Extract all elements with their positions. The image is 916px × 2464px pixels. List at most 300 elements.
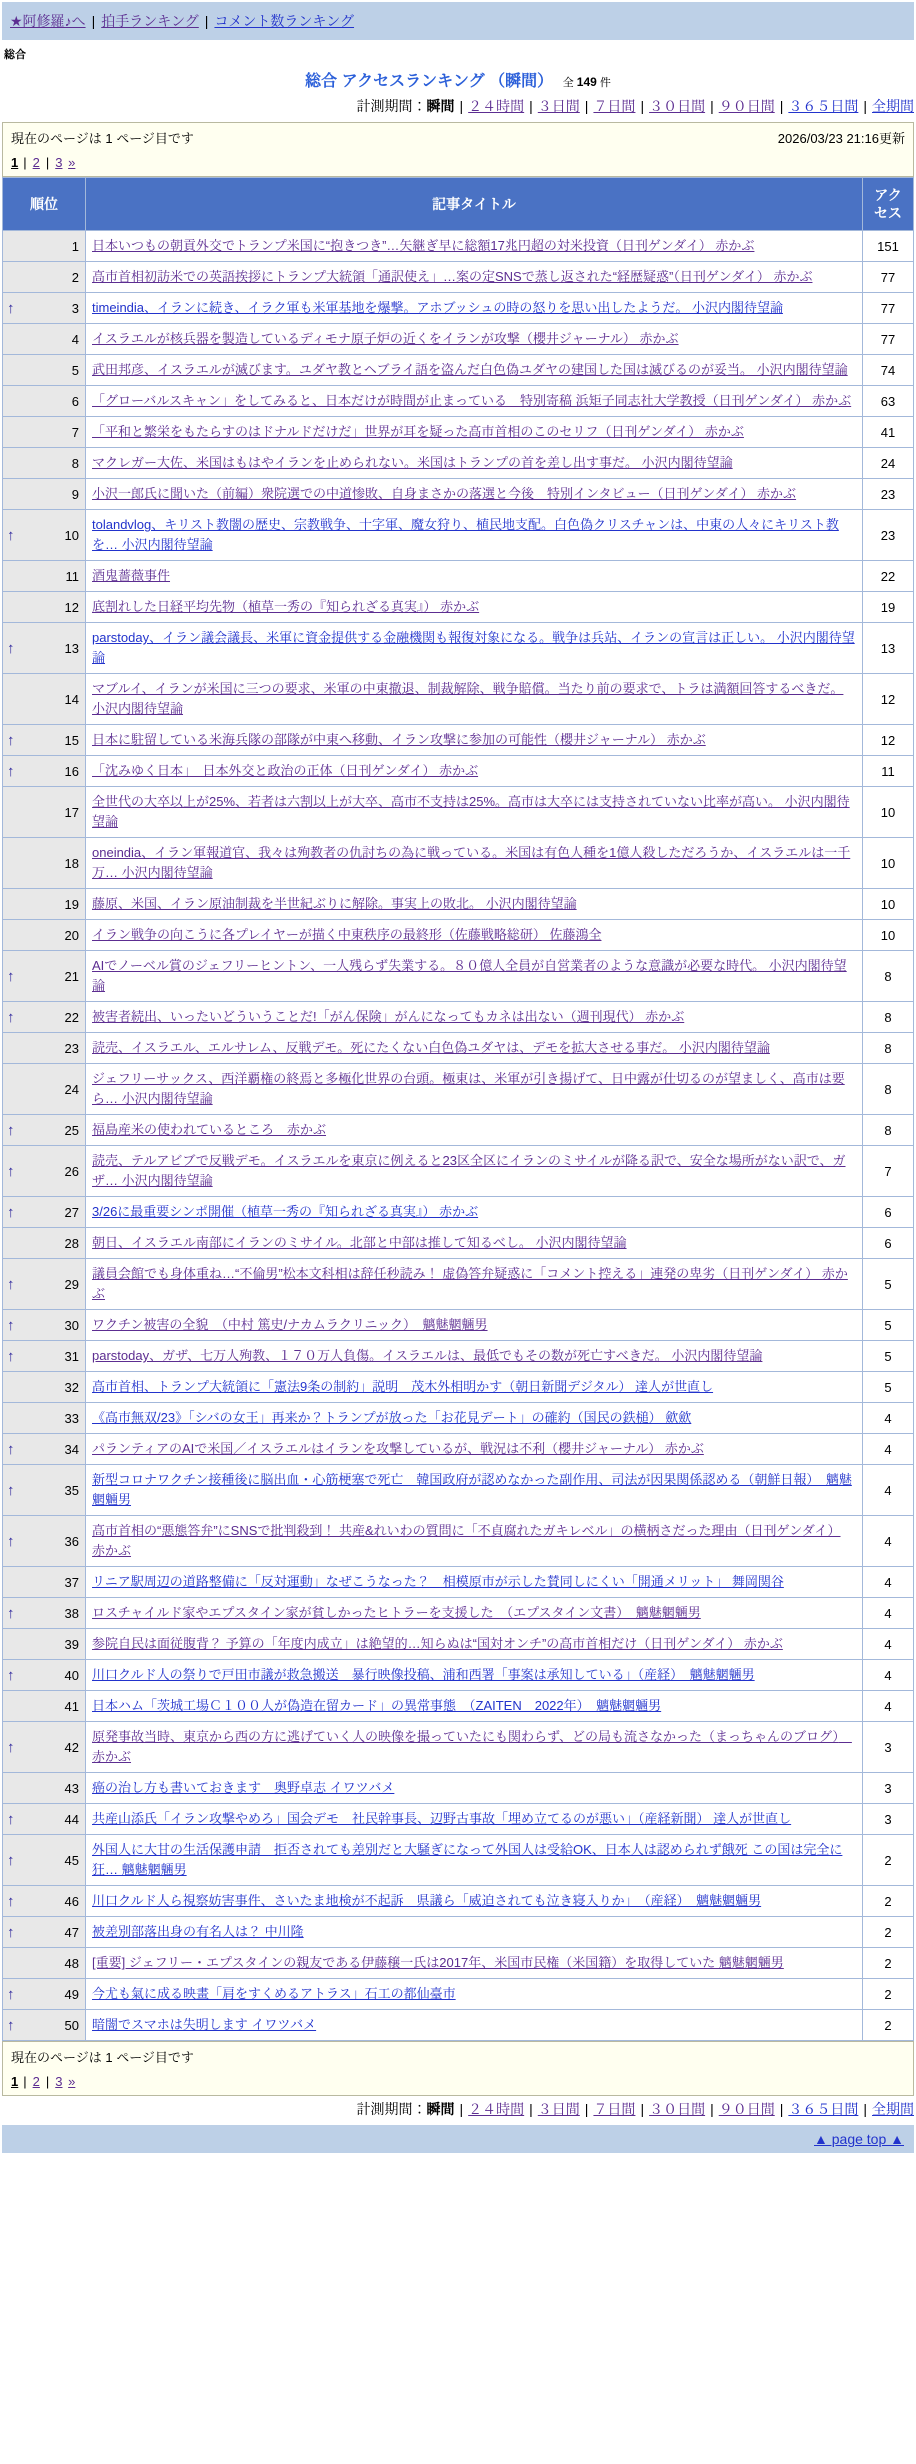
article-title-cell — [86, 920, 863, 951]
article-title-cell — [86, 1228, 863, 1259]
article-link[interactable]: 読売、テルアビブで反戦デモ。イスラエルを東京に例えると23区全区にイランのミサイルが降る訳で、安全な場所がない訳で、ガザ… 小沢内閣待望論 — [92, 1153, 846, 1189]
rank-number: 10 — [64, 527, 79, 543]
rank-number: 49 — [64, 1986, 79, 2002]
rank-cell — [3, 1064, 86, 1115]
table-row — [3, 951, 914, 1002]
access-count: 2 — [863, 1835, 914, 1886]
rank-up-icon: ↑ — [7, 1440, 15, 1458]
access-count: 8 — [863, 951, 914, 1002]
page-link[interactable]: 3 — [55, 155, 63, 170]
article-title-cell — [86, 787, 863, 838]
article-link[interactable]: 全世代の大卒以上が25%、若者は六割以上が大卒、高市不支持は25%。高市は大卒には支持されていない比率が高い。 小沢内閣待望論 — [92, 794, 850, 830]
rank-cell — [3, 1660, 86, 1691]
top-nav-link[interactable]: 拍手ランキング — [101, 13, 199, 29]
period-link[interactable]: ９０日間 — [718, 2101, 775, 2118]
access-count: 74 — [863, 355, 914, 386]
pager-separator: | — [23, 2074, 27, 2090]
article-link[interactable]: 暗闇でスマホは失明します イワツバメ — [92, 2017, 317, 2033]
rank-number: 28 — [64, 1235, 79, 1251]
article-link[interactable]: 高市首相の“悪態答弁”にSNSで批判殺到！ 共産&れいわの質問に「不貞腐れたガキレベル」の横柄さだった理由（日刊ゲンダイ） 赤かぶ — [92, 1523, 841, 1559]
article-title-cell — [86, 1567, 863, 1598]
period-link[interactable]: ３日間 — [537, 98, 580, 114]
rank-cell — [3, 324, 86, 355]
rank-cell — [3, 787, 86, 838]
article-link[interactable]: 福島産米の使われているところ 赤かぶ — [92, 1122, 327, 1138]
period-separator: | — [529, 98, 533, 114]
article-link[interactable]: 今尤も氣に成る映畫「肩をすくめるアトラス」石工の都仙臺市 — [92, 1986, 456, 2002]
page-title-text: 総合 アクセスランキング （瞬間） — [305, 73, 554, 90]
page-info-box-bottom — [2, 2041, 914, 2096]
rank-number: 23 — [64, 1040, 79, 1056]
rank-up-icon: ↑ — [7, 1985, 15, 2003]
table-row — [3, 1197, 914, 1228]
article-link[interactable]: マクレガー大佐、米国はもはやイランを止められない。米国はトランプの首を差し出す事だ。 小沢内閣待望論 — [92, 455, 733, 471]
updated-timestamp: 2026/03/23 21:16更新 — [777, 131, 905, 146]
access-count: 8 — [863, 1115, 914, 1146]
table-row — [3, 1372, 914, 1403]
period-link[interactable]: ３０日間 — [649, 98, 706, 114]
article-link[interactable]: 武田邦彦、イスラエルが滅びます。ユダヤ教とヘブライ語を盗んだ白色偽ユダヤの建国した国は滅びるのが妥当。 小沢内閣待望論 — [92, 362, 848, 378]
period-current: 瞬間 — [426, 98, 455, 114]
rank-up-icon: ↑ — [7, 1738, 15, 1756]
article-link[interactable]: イラン戦争の向こうに各プレイヤーが描く中東秩序の最終形（佐藤戦略総研） 佐藤鴻全 — [92, 927, 602, 943]
access-count: 151 — [863, 231, 914, 262]
article-link[interactable]: マブルイ、イランが米国に三つの要求、米軍の中東撤退、制裁解除、戦争賠償。当たり前の要求で、トラは満額回答するべきだ。 小沢内閣待望論 — [92, 681, 844, 717]
table-row — [3, 1516, 914, 1567]
rank-number: 37 — [64, 1574, 79, 1590]
table-row — [3, 1259, 914, 1310]
table-header-row — [3, 178, 914, 231]
access-count: 12 — [863, 725, 914, 756]
access-count: 4 — [863, 1660, 914, 1691]
period-link[interactable]: ３日間 — [537, 2101, 580, 2118]
article-title-cell — [86, 1197, 863, 1228]
article-link[interactable]: 「平和と繁栄をもたらすのはドナルドだけだ」世界が耳を疑った高市首相のこのセリフ（日刊ゲンダイ） 赤かぶ — [92, 424, 744, 440]
period-separator: | — [863, 98, 867, 114]
period-nav — [0, 93, 916, 122]
article-title-cell — [86, 1002, 863, 1033]
rank-cell — [3, 479, 86, 510]
rank-cell — [3, 756, 86, 787]
access-count: 6 — [863, 1228, 914, 1259]
period-separator: | — [640, 98, 645, 114]
page-link[interactable]: 2 — [32, 155, 40, 170]
article-title-cell — [86, 1516, 863, 1567]
table-row — [3, 1804, 914, 1835]
rank-number: 8 — [71, 455, 79, 471]
rank-number: 27 — [64, 1204, 79, 1220]
article-title-cell — [86, 592, 863, 623]
article-title-cell — [86, 756, 863, 787]
rank-number: 48 — [64, 1955, 79, 1971]
article-title-cell — [86, 1979, 863, 2010]
table-row — [3, 1886, 914, 1917]
period-separator: | — [459, 2101, 464, 2118]
article-title-cell — [86, 417, 863, 448]
rank-number: 41 — [64, 1698, 79, 1714]
article-link[interactable]: parstoday、ガザ、七万人殉教、１７０万人負傷。イスラエルは、最低でもその数が死亡すべきだ。 小沢内閣待望論 — [92, 1348, 763, 1364]
period-link[interactable]: ３０日間 — [649, 2101, 706, 2118]
rank-cell — [3, 1598, 86, 1629]
rank-cell — [3, 889, 86, 920]
rank-up-icon: ↑ — [7, 1347, 15, 1365]
article-title-cell — [86, 231, 863, 262]
access-count: 8 — [863, 1002, 914, 1033]
rank-number: 13 — [64, 640, 79, 656]
access-count: 5 — [863, 1259, 914, 1310]
period-link[interactable]: ２４時間 — [468, 98, 525, 114]
current-page-text: 現在のページは 1 ページ目です — [11, 131, 194, 146]
rank-number: 14 — [64, 691, 79, 707]
article-title-cell — [86, 1886, 863, 1917]
access-count: 77 — [863, 293, 914, 324]
article-link[interactable]: ジェフリーサックス、西洋覇権の終焉と多極化世界の台頭。極東は、米軍が引き揚げて、日中露が仕切るのが望ましく、高市は要ら… 小沢内閣待望論 — [92, 1071, 845, 1107]
access-count: 6 — [863, 1197, 914, 1228]
access-count: 4 — [863, 1691, 914, 1722]
article-title-cell — [86, 674, 863, 725]
rank-number: 9 — [71, 486, 79, 502]
period-separator: | — [779, 2101, 784, 2118]
article-link[interactable]: 原発事故当時、東京から西の方に逃げていく人の映像を撮っていたにも関わらず、どの局も流さなかった（まっちゃんのブログ） 赤かぶ — [92, 1729, 852, 1765]
article-title-cell — [86, 1948, 863, 1979]
article-link[interactable]: 新型コロナワクチン接種後に脳出血・心筋梗塞で死亡 韓国政府が認めなかった副作用、司法が因果関係認める（朝鮮日報） 魑魅魍魎男 — [92, 1472, 852, 1508]
rank-up-icon: ↑ — [7, 299, 15, 317]
rank-cell — [3, 1804, 86, 1835]
rank-cell — [3, 417, 86, 448]
nav-separator: | — [91, 13, 96, 29]
access-count: 3 — [863, 1804, 914, 1835]
article-link[interactable]: parstoday、イラン議会議長、米軍に資金提供する金融機関も報復対象になる。戦争は兵站、イランの宣言は正しい。 小沢内閣待望論 — [92, 630, 855, 666]
access-count: 5 — [863, 1341, 914, 1372]
table-row — [3, 725, 914, 756]
article-title-cell — [86, 1691, 863, 1722]
article-link[interactable]: 高市首相初訪米での英語挨拶にトランプ大統領「通訳使え」…案の定SNSで蒸し返された“経歴疑惑”（日刊ゲンダイ） 赤かぶ — [92, 269, 813, 285]
article-link[interactable]: [重要] ジェフリー・エプスタインの親友である伊藤穣一氏は2017年、米国市民権（米国籍）を取得していた 魑魅魍魎男 — [92, 1955, 784, 1971]
article-link[interactable]: 川口クルド人の祭りで戸田市議が救急搬送 暴行映像投稿、浦和西署「事案は承知している」（産経） 魑魅魍魎男 — [92, 1667, 755, 1683]
rank-number: 22 — [64, 1009, 79, 1025]
article-link[interactable]: イスラエルが核兵器を製造しているディモナ原子炉の近くをイランが攻撃（櫻井ジャーナル） 赤かぶ — [92, 331, 679, 347]
article-title-cell — [86, 561, 863, 592]
access-count: 10 — [863, 838, 914, 889]
rank-number: 33 — [64, 1410, 79, 1426]
rank-up-icon: ↑ — [7, 1162, 15, 1180]
article-title-cell — [86, 1033, 863, 1064]
period-separator: | — [710, 98, 714, 114]
rank-number: 5 — [71, 362, 79, 378]
article-title-cell — [86, 1722, 863, 1773]
rank-number: 20 — [64, 927, 79, 943]
rank-number: 43 — [64, 1780, 79, 1796]
top-nav-link[interactable]: ★阿修羅♪へ — [10, 13, 86, 29]
page-link[interactable]: 2 — [32, 2074, 40, 2090]
current-page-text: 現在のページは 1 ページ目です — [11, 2050, 194, 2066]
access-count: 3 — [863, 1773, 914, 1804]
article-title-cell — [86, 623, 863, 674]
access-count: 4 — [863, 1434, 914, 1465]
period-link[interactable]: ２４時間 — [468, 2101, 525, 2118]
period-link[interactable]: ７日間 — [593, 2101, 636, 2118]
article-title-cell — [86, 2010, 863, 2041]
article-link[interactable]: 川口クルド人ら視察妨害事件、さいたま地検が不起訴 県議ら「威迫されても泣き寝入りか」 （産経） 魑魅魍魎男 — [92, 1893, 762, 1909]
access-count: 23 — [863, 479, 914, 510]
access-count: 4 — [863, 1629, 914, 1660]
article-link[interactable]: 日本いつもの朝貢外交でトランプ米国に“抱きつき”…矢継ぎ早に総額17兆円超の対米投資（日刊ゲンダイ） 赤かぶ — [92, 238, 755, 254]
access-count: 11 — [863, 756, 914, 787]
rank-cell — [3, 1567, 86, 1598]
article-link[interactable]: 外国人に大甘の生活保護申請 拒否されても差別だと大騒ぎになって外国人は受給OK、日本人は認められず餓死 この国は完全に狂… 魑魅魍魎男 — [92, 1842, 843, 1878]
table-row — [3, 889, 914, 920]
rank-cell — [3, 674, 86, 725]
table-row — [3, 674, 914, 725]
article-link[interactable]: 被差別部落出身の有名人は？ 中川隆 — [92, 1924, 304, 1940]
table-row — [3, 623, 914, 674]
nav-separator: | — [204, 13, 209, 29]
period-link[interactable]: 全期間 — [872, 98, 914, 114]
rank-cell — [3, 355, 86, 386]
top-nav-links — [10, 13, 354, 29]
article-link[interactable]: 小沢一郎氏に聞いた（前編）衆院選での中道惨敗、自身まさかの落選と今後 特別インタビュー（日刊ゲンダイ） 赤かぶ — [92, 486, 797, 502]
article-title-cell — [86, 448, 863, 479]
bottom-whitespace — [0, 2153, 916, 2263]
article-link[interactable]: 被害者続出、いったいどういうことだ!「がん保険」がんになってもカネは出ない（週刊現代） 赤かぶ — [92, 1009, 685, 1025]
access-count: 4 — [863, 1598, 914, 1629]
period-link[interactable]: 全期間 — [872, 2101, 914, 2118]
period-nav — [0, 2096, 916, 2125]
rank-cell — [3, 1979, 86, 2010]
access-count: 5 — [863, 1310, 914, 1341]
rank-cell — [3, 1773, 86, 1804]
rank-cell — [3, 1948, 86, 1979]
table-row — [3, 386, 914, 417]
next-page-link[interactable]: » — [68, 2074, 76, 2090]
rank-cell — [3, 1146, 86, 1197]
access-count: 2 — [863, 2010, 914, 2041]
rank-number: 35 — [64, 1482, 79, 1498]
access-count: 2 — [863, 1917, 914, 1948]
rank-cell — [3, 1886, 86, 1917]
page-link[interactable]: 3 — [55, 2074, 63, 2090]
rank-up-icon: ↑ — [7, 639, 15, 657]
article-link[interactable]: パランティアのAIで米国／イスラエルはイランを攻撃しているが、戦況は不利（櫻井ジャーナル） 赤かぶ — [92, 1441, 704, 1457]
rank-number: 19 — [64, 896, 79, 912]
table-row — [3, 592, 914, 623]
rank-cell — [3, 1722, 86, 1773]
article-link[interactable]: 底割れした日経平均先物（植草一秀の『知られざる真実』） 赤かぶ — [92, 599, 480, 615]
rank-number: 17 — [64, 804, 79, 820]
rank-cell — [3, 951, 86, 1002]
rank-number: 15 — [64, 732, 79, 748]
article-link[interactable]: ロスチャイルド家やエプスタイン家が貧しかったヒトラーを支援した （エプスタイン文書） 魑魅魍魎男 — [92, 1605, 701, 1621]
rank-cell — [3, 1465, 86, 1516]
rank-number: 18 — [64, 855, 79, 871]
article-title-cell — [86, 510, 863, 561]
article-link[interactable]: timeindia、イランに続き、イラク軍も米軍基地を爆撃。アホブッシュの時の怒りを思い出したようだ。 小沢内閣待望論 — [92, 300, 783, 316]
table-row — [3, 1773, 914, 1804]
article-link[interactable]: 議員会館でも身体重ね…“不倫男”松本文科相は辞任秒読み！ 虚偽答弁疑惑に「コメント控える」連発の卑劣（日刊ゲンダイ） 赤かぶ — [92, 1266, 848, 1302]
rank-up-icon: ↑ — [7, 731, 15, 749]
table-row — [3, 1228, 914, 1259]
page-top-link[interactable]: ▲ page top ▲ — [814, 2131, 904, 2148]
rank-number: 21 — [64, 968, 79, 984]
period-separator: | — [640, 2101, 645, 2118]
article-link[interactable]: 酒鬼薔薇事件 — [92, 568, 171, 584]
table-row — [3, 1598, 914, 1629]
article-link[interactable]: 日本ハム「茨城工場Ｃ１００人が偽造在留カード」の異常事態 （ZAITEN 2022年） 魑魅魍魎男 — [92, 1698, 662, 1714]
article-link[interactable]: 「沈みゆく日本」 日本外交と政治の正体（日刊ゲンダイ） 赤かぶ — [92, 763, 479, 779]
rank-cell — [3, 1434, 86, 1465]
rank-cell — [3, 293, 86, 324]
table-row — [3, 1403, 914, 1434]
rank-cell — [3, 1341, 86, 1372]
rank-cell — [3, 725, 86, 756]
table-row — [3, 1115, 914, 1146]
rank-cell — [3, 1403, 86, 1434]
rank-cell — [3, 838, 86, 889]
period-current: 瞬間 — [426, 2101, 455, 2118]
table-row — [3, 1691, 914, 1722]
access-count: 3 — [863, 1722, 914, 1773]
total-count: 全 149 件 — [562, 75, 611, 89]
rank-cell — [3, 1259, 86, 1310]
access-count: 77 — [863, 324, 914, 355]
next-page-link[interactable]: » — [68, 155, 76, 170]
rank-up-icon: ↑ — [7, 762, 15, 780]
table-row — [3, 448, 914, 479]
table-row — [3, 561, 914, 592]
table-row — [3, 262, 914, 293]
rank-cell — [3, 262, 86, 293]
article-link[interactable]: 高市首相、トランプ大統領に「憲法9条の制約」説明 茂木外相明かす（朝日新聞デジタル） 達人が世直し — [92, 1379, 714, 1395]
rank-number: 29 — [64, 1276, 79, 1292]
rank-number: 30 — [64, 1317, 79, 1333]
article-link[interactable]: tolandvlog、キリスト教闇の歴史、宗教戦争、十字軍、魔女狩り、植民地支配。白色偽クリスチャンは、中東の人々にキリスト教を… 小沢内閣待望論 — [92, 517, 839, 553]
article-link[interactable]: oneindia、イラン軍報道官、我々は殉教者の仇討ちの為に戦っている。米国は有色人種を1億人殺しただろうか、イスラエルは一千万… 小沢内閣待望論 — [92, 845, 851, 881]
rank-number: 50 — [64, 2017, 79, 2033]
rank-column-header: 順位 — [3, 178, 86, 231]
rank-number: 24 — [64, 1081, 79, 1097]
access-count: 4 — [863, 1516, 914, 1567]
rank-number: 39 — [64, 1636, 79, 1652]
article-link[interactable]: リニア駅周辺の道路整備に「反対運動」なぜこうなった？ 相模原市が示した賛同しにくい「開通メリット」 舞岡関谷 — [92, 1574, 784, 1590]
article-title-cell — [86, 1341, 863, 1372]
period-separator: | — [584, 98, 589, 114]
table-row — [3, 1567, 914, 1598]
rank-number: 1 — [71, 238, 79, 254]
article-link[interactable]: 参院自民は面従腹背？ 予算の「年度内成立」は絶望的…知らぬは“国対オンチ”の高市首相だけ（日刊ゲンダイ） 赤かぶ — [92, 1636, 783, 1652]
rank-up-icon: ↑ — [7, 1810, 15, 1828]
article-link[interactable]: 日本に駐留している米海兵隊の部隊が中東へ移動、イラン攻撃に参加の可能性（櫻井ジャーナル） 赤かぶ — [92, 732, 706, 748]
top-nav-link[interactable]: コメント数ランキング — [214, 13, 355, 29]
top-nav-bar — [2, 2, 914, 40]
table-row — [3, 838, 914, 889]
access-count: 10 — [863, 889, 914, 920]
article-title-cell — [86, 1310, 863, 1341]
access-column-header: アクセス — [863, 178, 914, 231]
access-count: 41 — [863, 417, 914, 448]
current-page-number: 1 — [11, 2074, 19, 2090]
article-link[interactable]: AIでノーベル賞のジェフリーヒントン、一人残らず失業する。８０億人全員が自営業者のような意識が必要な時代。 小沢内閣待望論 — [92, 958, 847, 994]
article-link[interactable]: 癌の治し方も書いておきます 奥野卓志 イワツバメ — [92, 1780, 395, 1796]
table-row — [3, 231, 914, 262]
rank-number: 4 — [71, 331, 79, 347]
access-count: 4 — [863, 1403, 914, 1434]
article-title-cell — [86, 1259, 863, 1310]
article-title-cell — [86, 838, 863, 889]
rank-number: 25 — [64, 1122, 79, 1138]
article-title-cell — [86, 1598, 863, 1629]
article-title-cell — [86, 1372, 863, 1403]
current-page-number: 1 — [11, 155, 19, 170]
pager-separator: | — [23, 155, 27, 170]
title-column-header: 記事タイトル — [86, 178, 863, 231]
period-separator: | — [779, 98, 784, 114]
rank-cell — [3, 1629, 86, 1660]
article-title-cell — [86, 324, 863, 355]
table-row — [3, 1033, 914, 1064]
article-link[interactable]: 《高市無双/23》「シバの女王」再来か？トランプが放った「お花見デート」の確約（国民の鉄槌） 歛歛 — [92, 1410, 692, 1426]
table-row — [3, 1722, 914, 1773]
table-row — [3, 1002, 914, 1033]
period-link[interactable]: ３６５日間 — [788, 2101, 859, 2118]
rank-up-icon: ↑ — [7, 967, 15, 985]
period-separator: | — [863, 2101, 867, 2118]
rank-number: 16 — [64, 763, 79, 779]
article-link[interactable]: 「グローバルスキャン」をしてみると、日本だけが時間が止まっている 特別寄稿 浜矩子同志社大学教授（日刊ゲンダイ） 赤かぶ — [92, 393, 852, 409]
rank-up-icon: ↑ — [7, 1008, 15, 1026]
article-title-cell — [86, 1403, 863, 1434]
period-link[interactable]: ３６５日間 — [788, 98, 859, 114]
article-title-cell — [86, 1146, 863, 1197]
access-count: 63 — [863, 386, 914, 417]
table-row — [3, 920, 914, 951]
article-link[interactable]: 読売、イスラエル、エルサレム、反戦デモ。死にたくない白色偽ユダヤは、デモを拡大させる事だ。 小沢内閣待望論 — [92, 1040, 770, 1056]
article-title-cell — [86, 1434, 863, 1465]
table-row — [3, 1310, 914, 1341]
period-link[interactable]: ９０日間 — [718, 98, 775, 114]
rank-number: 47 — [64, 1924, 79, 1940]
table-row — [3, 417, 914, 448]
table-row — [3, 1948, 914, 1979]
period-link[interactable]: ７日間 — [593, 98, 636, 114]
rank-cell — [3, 448, 86, 479]
article-link[interactable]: 共産山添氏「イラン攻撃やめろ」国会デモ 社民幹事長、辺野古事故「埋め立てるのが悪い」（産経新聞） 達人が世直し — [92, 1811, 792, 1827]
article-link[interactable]: ワクチン被害の全貌 （中村 篤史/ナカムラクリニック） 魑魅魍魎男 — [92, 1317, 488, 1333]
rank-cell — [3, 920, 86, 951]
table-row — [3, 1341, 914, 1372]
rank-cell — [3, 1115, 86, 1146]
rank-up-icon: ↑ — [7, 526, 15, 544]
table-row — [3, 510, 914, 561]
article-title-cell — [86, 1629, 863, 1660]
rank-cell — [3, 231, 86, 262]
rank-number: 6 — [71, 393, 79, 409]
article-link[interactable]: 藤原、米国、イラン原油制裁を半世紀ぶりに解除。事実上の敗北。 小沢内閣待望論 — [92, 896, 577, 912]
access-count: 19 — [863, 592, 914, 623]
rank-number: 32 — [64, 1379, 79, 1395]
article-link[interactable]: 朝日、イスラエル南部にイランのミサイル。北部と中部は推して知るべし。 小沢内閣待望論 — [92, 1235, 627, 1251]
ranking-table — [2, 177, 914, 2041]
access-count: 24 — [863, 448, 914, 479]
ranking-table-body — [3, 231, 914, 2041]
table-row — [3, 355, 914, 386]
article-title-cell — [86, 1835, 863, 1886]
rank-number: 40 — [64, 1667, 79, 1683]
article-link[interactable]: 3/26に最重要シンポ開催（植草一秀の『知られざる真実』） 赤かぶ — [92, 1204, 479, 1220]
rank-cell — [3, 1228, 86, 1259]
article-title-cell — [86, 262, 863, 293]
table-row — [3, 1917, 914, 1948]
rank-up-icon: ↑ — [7, 1892, 15, 1910]
